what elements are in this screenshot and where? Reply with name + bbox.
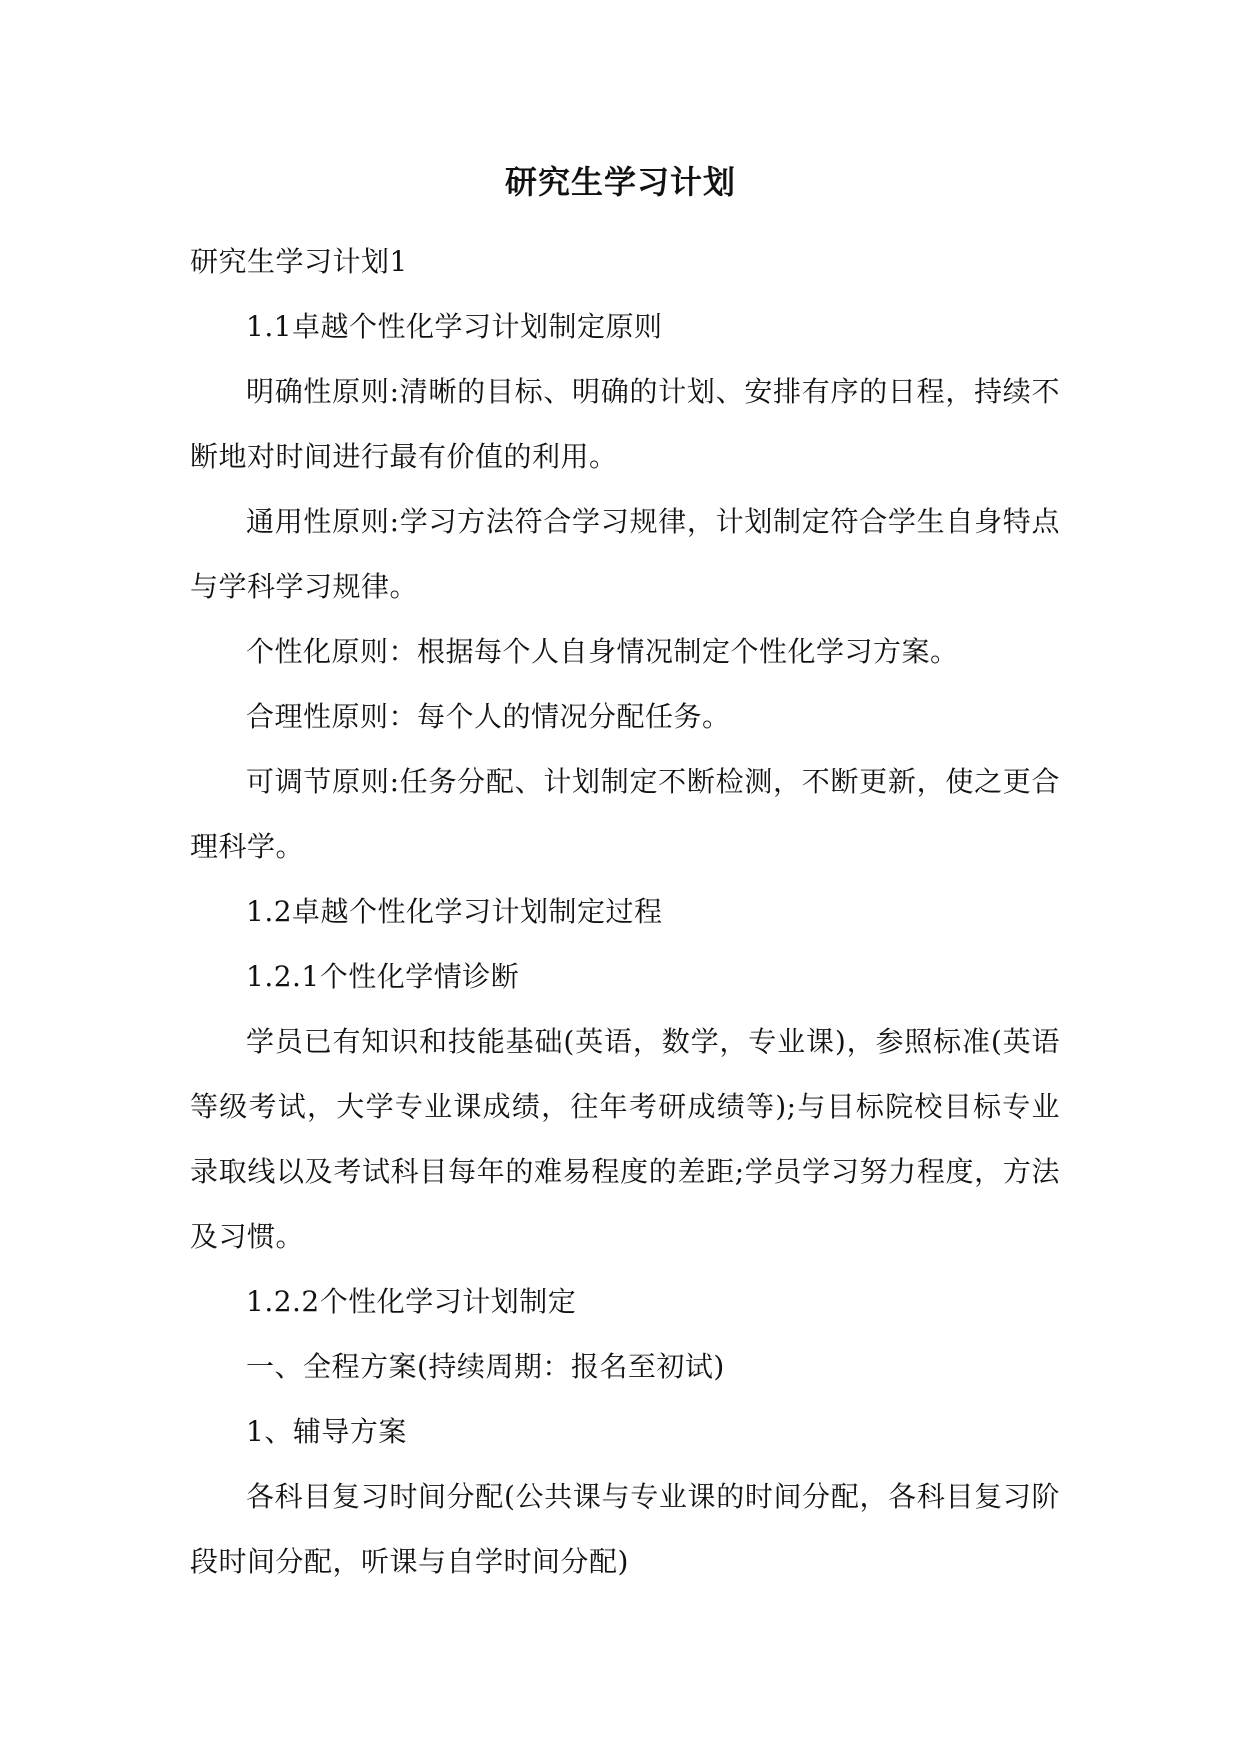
- document-title: 研究生学习计划: [504, 163, 736, 201]
- paragraph-personalization-principle: 个性化原则：根据每个人自身情况制定个性化学习方案。: [246, 635, 959, 668]
- paragraph-full-plan: 一、全程方案(持续周期：报名至初试): [246, 1350, 725, 1383]
- paragraph-time-allocation: 各科目复习时间分配(公共课与专业课的时间分配，各科目复习阶段时间分配，听课与自学时间分配): [190, 1480, 1060, 1578]
- paragraph-adjustable-principle: 可调节原则:任务分配、计划制定不断检测，不断更新，使之更合理科学。: [190, 765, 1060, 863]
- paragraph-diagnosis: 学员已有知识和技能基础(英语，数学，专业课)，参照标准(英语等级考试，大学专业课成绩，往年考研成绩等);与目标院校目标专业录取线以及考试科目每年的难易程度的差距;学员学习努力程度，方法及习惯。: [190, 1025, 1060, 1253]
- document-body: [190, 229, 1060, 1594]
- paragraph-section-1-2-1: 1.2.1个性化学情诊断: [246, 960, 520, 993]
- paragraph-section-1-2-2: 1.2.2个性化学习计划制定: [246, 1285, 577, 1318]
- paragraph-clarity-principle: 明确性原则:清晰的目标、明确的计划、安排有序的日程，持续不断地对时间进行最有价值的利用。: [190, 375, 1060, 473]
- paragraph-tutoring-plan: 1、辅导方案: [246, 1415, 407, 1448]
- paragraph-rationality-principle: 合理性原则：每个人的情况分配任务。: [246, 700, 731, 733]
- paragraph-heading-1: 研究生学习计划1: [190, 245, 408, 278]
- paragraph-general-principle: 通用性原则:学习方法符合学习规律，计划制定符合学生自身特点与学科学习规律。: [190, 505, 1060, 603]
- paragraph-section-1-2: 1.2卓越个性化学习计划制定过程: [246, 895, 663, 928]
- paragraph-section-1-1: 1.1卓越个性化学习计划制定原则: [246, 310, 663, 343]
